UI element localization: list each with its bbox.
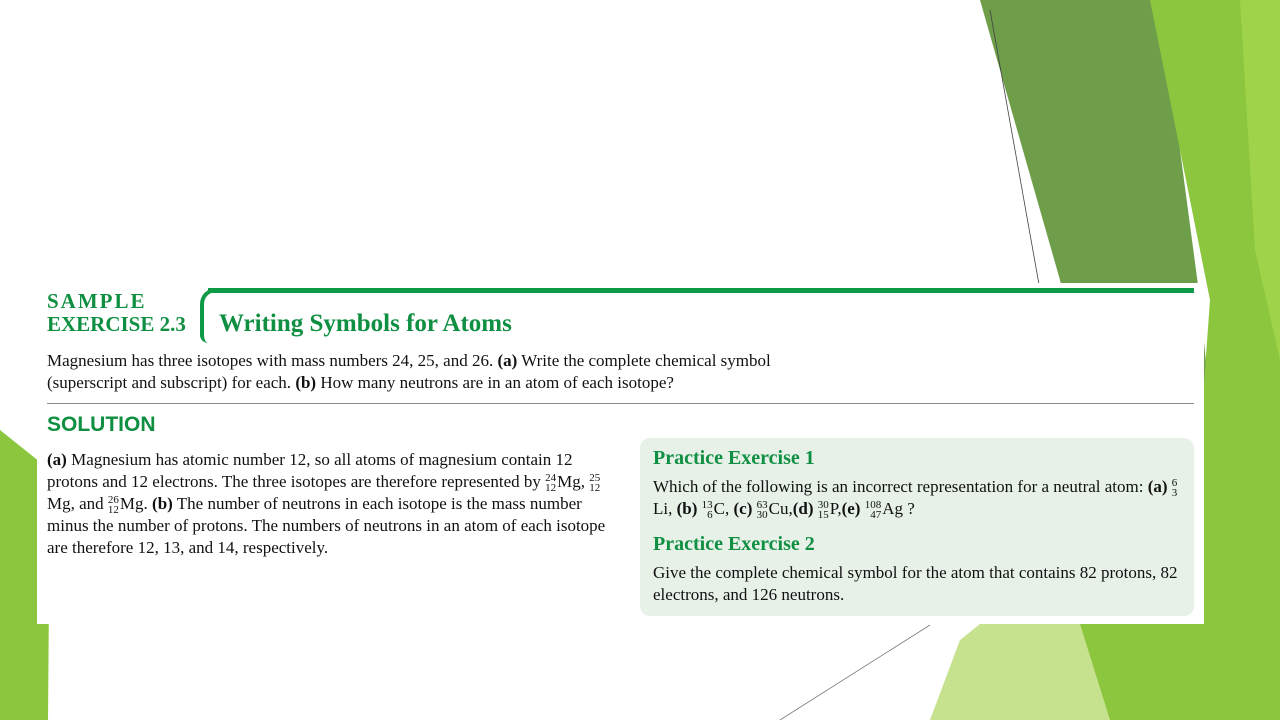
- isotope-symbol: [107, 494, 144, 517]
- practice-exercise-1-title: Practice Exercise 1: [653, 447, 815, 469]
- mass-number: 108: [864, 499, 882, 512]
- option-label: (a): [1147, 477, 1172, 496]
- sample-exercise-panel: [37, 283, 1204, 624]
- option-separator: ,: [837, 499, 842, 519]
- mass-number: 6: [1171, 477, 1178, 490]
- atomic-number: 47: [870, 509, 882, 522]
- element-symbol: Mg: [557, 472, 581, 491]
- exercise-title: Writing Symbols for Atoms: [219, 310, 512, 337]
- option-isotope: [864, 499, 903, 522]
- option-separator: ,: [788, 499, 793, 519]
- option-label: (e): [841, 499, 865, 519]
- isotope-symbol-numbers: [545, 473, 556, 493]
- isotope-symbol-numbers: [108, 495, 119, 515]
- option-separator: ,: [668, 499, 677, 519]
- solution-text-b: The number of neutrons in each isotope is the mass number minus the number of protons. The numbers of neutrons in an atom of each isotope are therefore 12, 13, and 14, respectively.: [47, 494, 606, 558]
- element-symbol: Ag: [882, 499, 903, 519]
- header-rule: [208, 288, 1194, 293]
- section-divider: [47, 403, 1194, 404]
- mass-number: 63: [756, 499, 768, 512]
- option-isotope: [756, 499, 789, 522]
- element-symbol: Mg: [47, 494, 71, 514]
- problem-text: Magnesium has three isotopes with mass numbers 24, 25, and 26.: [47, 351, 498, 370]
- option-separator: ,: [724, 499, 734, 519]
- atomic-number: 6: [707, 509, 713, 522]
- element-symbol: Cu: [768, 499, 789, 519]
- practice-exercises-box: [640, 438, 1194, 616]
- atomic-number: 15: [817, 509, 829, 522]
- mass-number: 24: [545, 472, 557, 485]
- isotope-symbol-numbers: [589, 473, 600, 493]
- solution-text-a: Magnesium has atomic number 12, so all atoms of magnesium contain 12 protons and 12 electrons. The three isotopes are therefore represented by: [47, 450, 573, 491]
- option-label: (d): [792, 499, 818, 519]
- isotope-symbol: [545, 472, 581, 495]
- practice-exercise-2-title: Practice Exercise 2: [653, 533, 815, 555]
- exercise-number: EXERCISE 2.3: [47, 312, 186, 336]
- option-isotope: [817, 499, 838, 522]
- sample-label: SAMPLE: [47, 289, 147, 313]
- atomic-number: 12: [545, 482, 557, 495]
- atomic-number: 3: [1171, 487, 1178, 500]
- solution-part-a-label: (a): [47, 450, 67, 469]
- problem-statement: [47, 350, 847, 394]
- practice-exercise-1-question: [653, 476, 1188, 520]
- element-symbol: C: [713, 499, 725, 519]
- mass-number: 13: [701, 499, 713, 512]
- element-symbol: Li: [653, 499, 669, 519]
- option-isotope-numbers: [757, 500, 768, 520]
- option-isotope-numbers: [702, 500, 713, 520]
- option-isotope-numbers: [1172, 478, 1178, 498]
- option-isotope-numbers: [818, 500, 829, 520]
- atomic-number: 12: [589, 482, 601, 495]
- part-b-label: (b): [295, 373, 317, 392]
- option-isotope: [701, 499, 725, 522]
- problem-text-b: How many neutrons are in an atom of each isotope?: [316, 373, 674, 392]
- solution-text: [47, 449, 607, 559]
- atomic-number: 30: [756, 509, 768, 522]
- option-separator: ?: [902, 499, 915, 519]
- solution-part-b-label: (b): [152, 494, 173, 514]
- solution-heading: SOLUTION: [47, 413, 156, 436]
- bg-line-bottom: [780, 625, 930, 720]
- option-label: (b): [676, 499, 702, 519]
- header-tab-curve: [200, 288, 218, 343]
- element-symbol: P: [829, 499, 838, 519]
- problem-text-a: Write the complete chemical symbol (superscript and subscript) for each.: [47, 351, 771, 392]
- option-isotope-numbers: [865, 500, 882, 520]
- mass-number: 26: [107, 494, 119, 507]
- element-symbol: Mg: [119, 494, 144, 514]
- isotope-separator: ,: [580, 472, 590, 491]
- practice-1-question-text: Which of the following is an incorrect representation for a neutral atom:: [653, 477, 1148, 496]
- mass-number: 25: [589, 472, 601, 485]
- part-a-label: (a): [497, 351, 518, 370]
- atomic-number: 12: [107, 504, 119, 517]
- isotope-separator: .: [143, 494, 153, 514]
- option-label: (c): [733, 499, 757, 519]
- practice-exercise-2-text: Give the complete chemical symbol for the atom that contains 82 protons, 82 electrons, and 126 neutrons.: [653, 563, 1178, 604]
- mass-number: 30: [817, 499, 829, 512]
- isotope-separator: , and: [70, 494, 108, 514]
